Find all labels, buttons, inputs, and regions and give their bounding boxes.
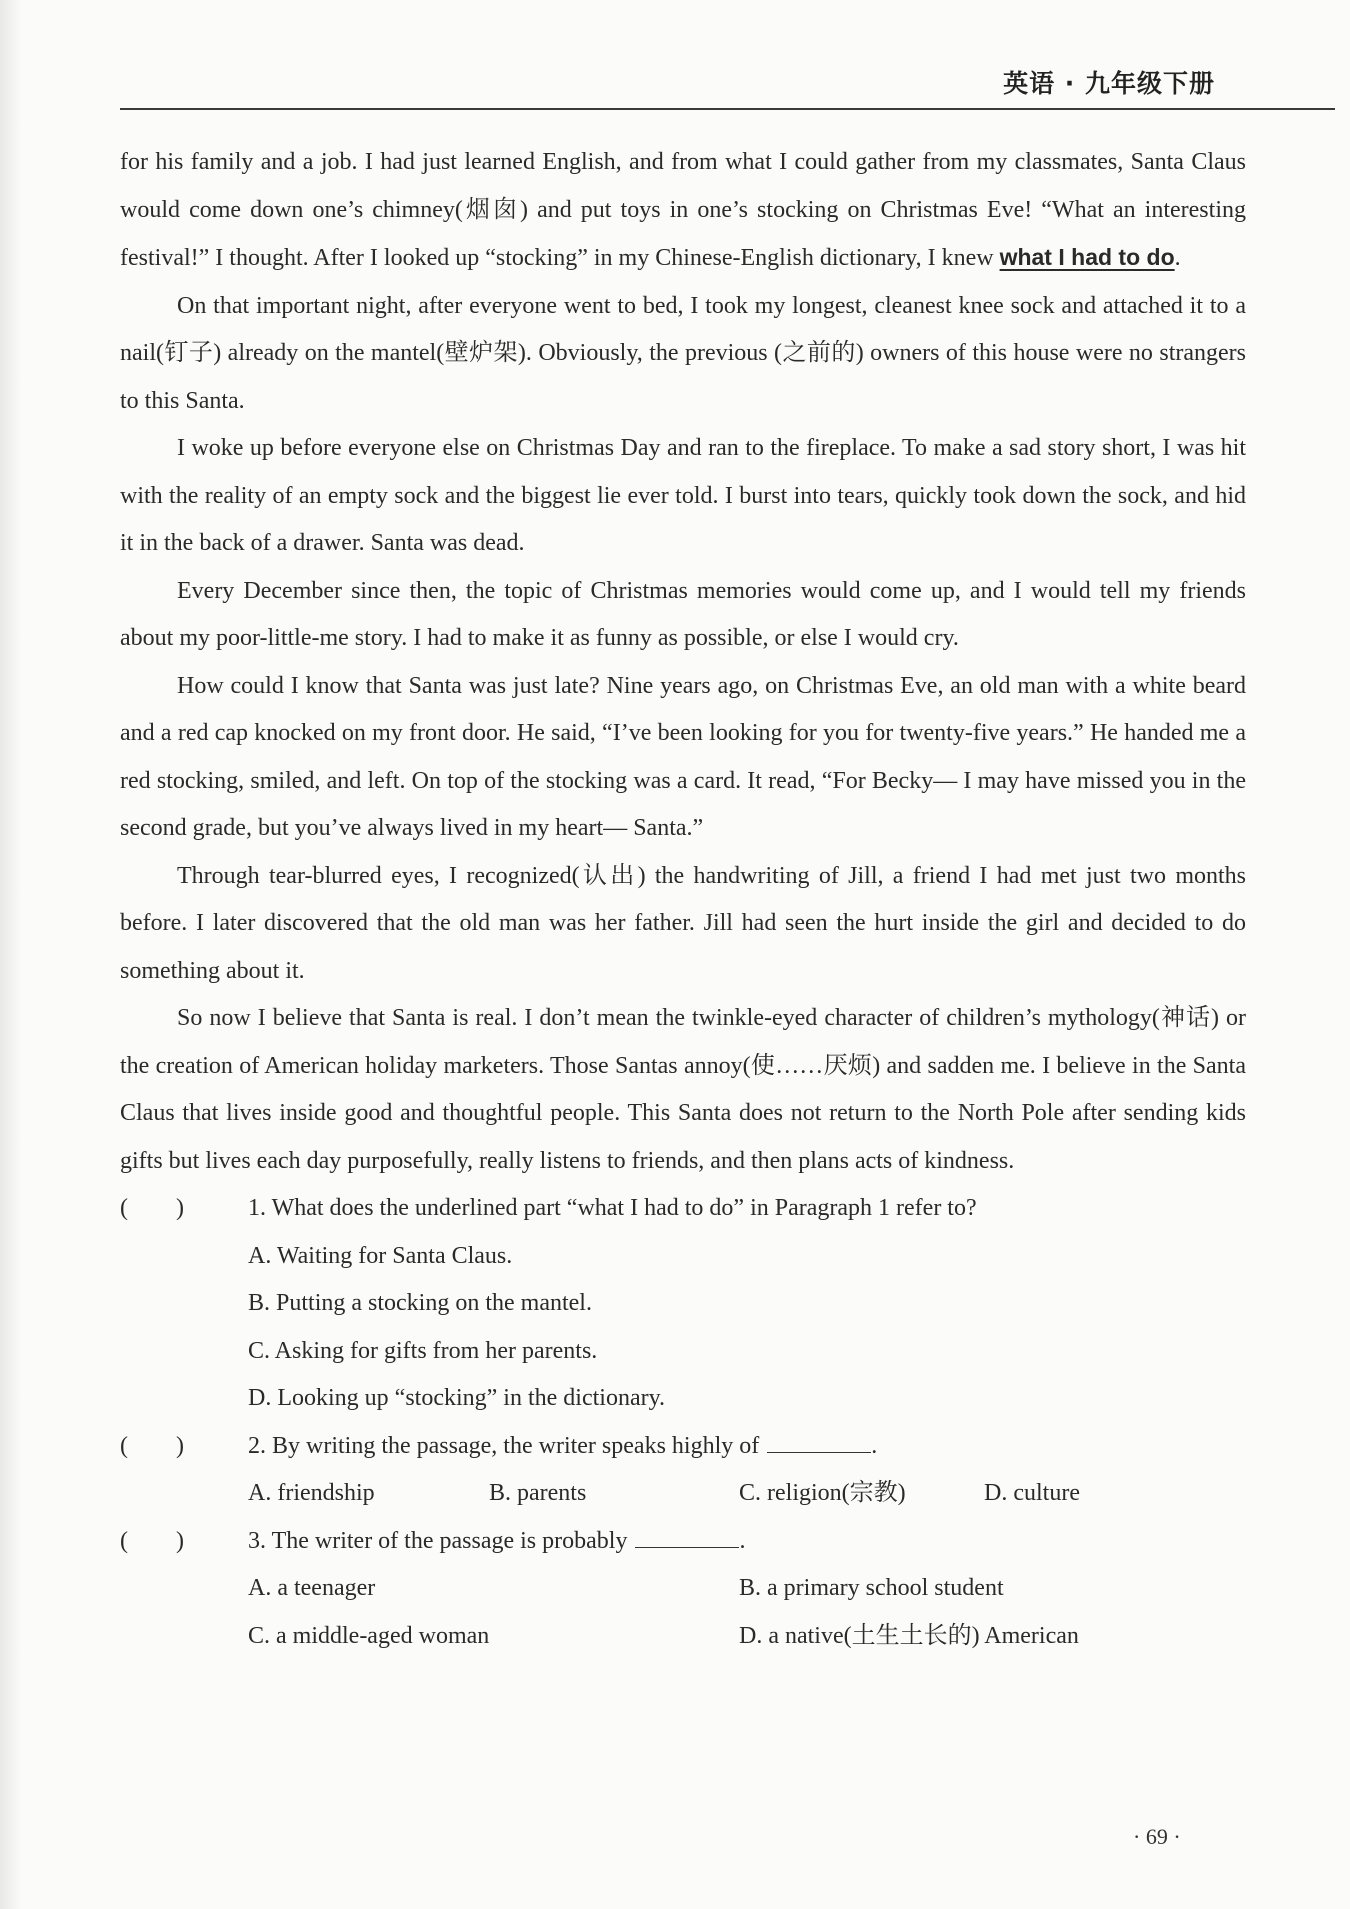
fill-in-blank[interactable] xyxy=(635,1523,739,1548)
option-b: B. parents xyxy=(489,1480,587,1506)
question-stem-end: . xyxy=(739,1527,746,1554)
question-3 xyxy=(120,1518,1246,1661)
option-c: C. Asking for gifts from her parents. xyxy=(248,1337,598,1364)
option-d: D. Looking up “stocking” in the dictionary. xyxy=(248,1385,666,1411)
option-b: B. Putting a stocking on the mantel. xyxy=(248,1290,592,1316)
question-stem: 3. The writer of the passage is probably xyxy=(248,1527,628,1554)
paragraph-7: So now I believe that Santa is real. I don’t mean the twinkle-eyed character of children’s mythology(神话) or the creation of American holiday marketers. Those Santas annoy(使……厌烦) and sadden me. I believe in the Santa Claus that lives inside good and thoughtful people. This Santa does not return to the North Pole after sending kids gifts but lives each day purposefully, really listens to friends, and then plans acts of kindness. xyxy=(120,1005,1246,1174)
page-spine-shadow xyxy=(0,0,22,1909)
option-b: B. a primary school student xyxy=(739,1575,1004,1601)
option-c: C. religion(宗教) xyxy=(739,1480,906,1506)
page-header xyxy=(120,58,1335,110)
option-a: A. a teenager xyxy=(248,1575,376,1601)
answer-bracket[interactable]: ( ) xyxy=(120,1432,184,1459)
paragraph-1-end: . xyxy=(1174,245,1181,271)
question-2 xyxy=(120,1423,1246,1518)
answer-bracket[interactable]: ( ) xyxy=(120,1527,184,1554)
paragraph-4: Every December since then, the topic of Christmas memories would come up, and I would tell my friends about my poor-little-me story. I had to make it as funny as possible, or else I would cry. xyxy=(120,577,1246,651)
option-a: A. Waiting for Santa Claus. xyxy=(248,1242,513,1269)
answer-bracket[interactable]: ( ) xyxy=(120,1195,184,1221)
option-d: D. a native(土生土长的) American xyxy=(739,1622,1079,1649)
passage-content xyxy=(120,139,1246,1660)
fill-in-blank[interactable] xyxy=(767,1428,871,1453)
header-title: 英语 · 九年级下册 xyxy=(1003,69,1215,98)
paragraph-6: Through tear-blurred eyes, I recognized(认出) the handwriting of Jill, a friend I had met just two months before. I later discovered that the old man was her father. Jill had seen the hurt inside the girl and decided to do something about it. xyxy=(120,862,1246,984)
underlined-phrase: what I had to do xyxy=(999,244,1175,270)
paragraph-1-text: for his family and a job. I had just learned English, and from what I could gather from my classmates, Santa Claus would come down one’s chimney(烟囱) and put toys in one’s stocking on Christmas Eve! “What an interesting festival!” I thought. After I looked up “stocking” in my Chinese-English dictionary, I knew xyxy=(120,149,1246,271)
paragraph-2: On that important night, after everyone went to bed, I took my longest, cleanest knee sock and attached it to a nail(钉子) already on the mantel(壁炉架). Obviously, the previous (之前的) owners of this house were no strangers to this Santa. xyxy=(120,292,1246,414)
paragraph-1 xyxy=(120,139,1246,283)
question-stem: 1. What does the underlined part “what I had to do” in Paragraph 1 refer to? xyxy=(248,1195,977,1221)
option-a: A. friendship xyxy=(248,1480,375,1506)
question-stem: 2. By writing the passage, the writer speaks highly of xyxy=(248,1432,760,1459)
paragraph-5: How could I know that Santa was just late? Nine years ago, on Christmas Eve, an old man with a white beard and a red cap knocked on my front door. He said, “I’ve been looking for you for twenty-five years.” He handed me a red stocking, smiled, and left. On top of the stocking was a card. It read, “For Becky— I may have missed you in the second grade, but you’ve always lived in my heart— Santa.” xyxy=(120,672,1246,841)
option-d: D. culture xyxy=(984,1480,1080,1506)
option-c: C. a middle-aged woman xyxy=(248,1622,490,1649)
paragraph-3: I woke up before everyone else on Christmas Day and ran to the fireplace. To make a sad story short, I was hit with the reality of an empty sock and the biggest lie ever told. I burst into tears, quickly took down the sock, and hid it in the back of a drawer. Santa was dead. xyxy=(120,435,1246,556)
page-number: · 69 · xyxy=(1133,1824,1181,1849)
question-1 xyxy=(120,1185,1246,1423)
question-stem-end: . xyxy=(871,1432,878,1459)
